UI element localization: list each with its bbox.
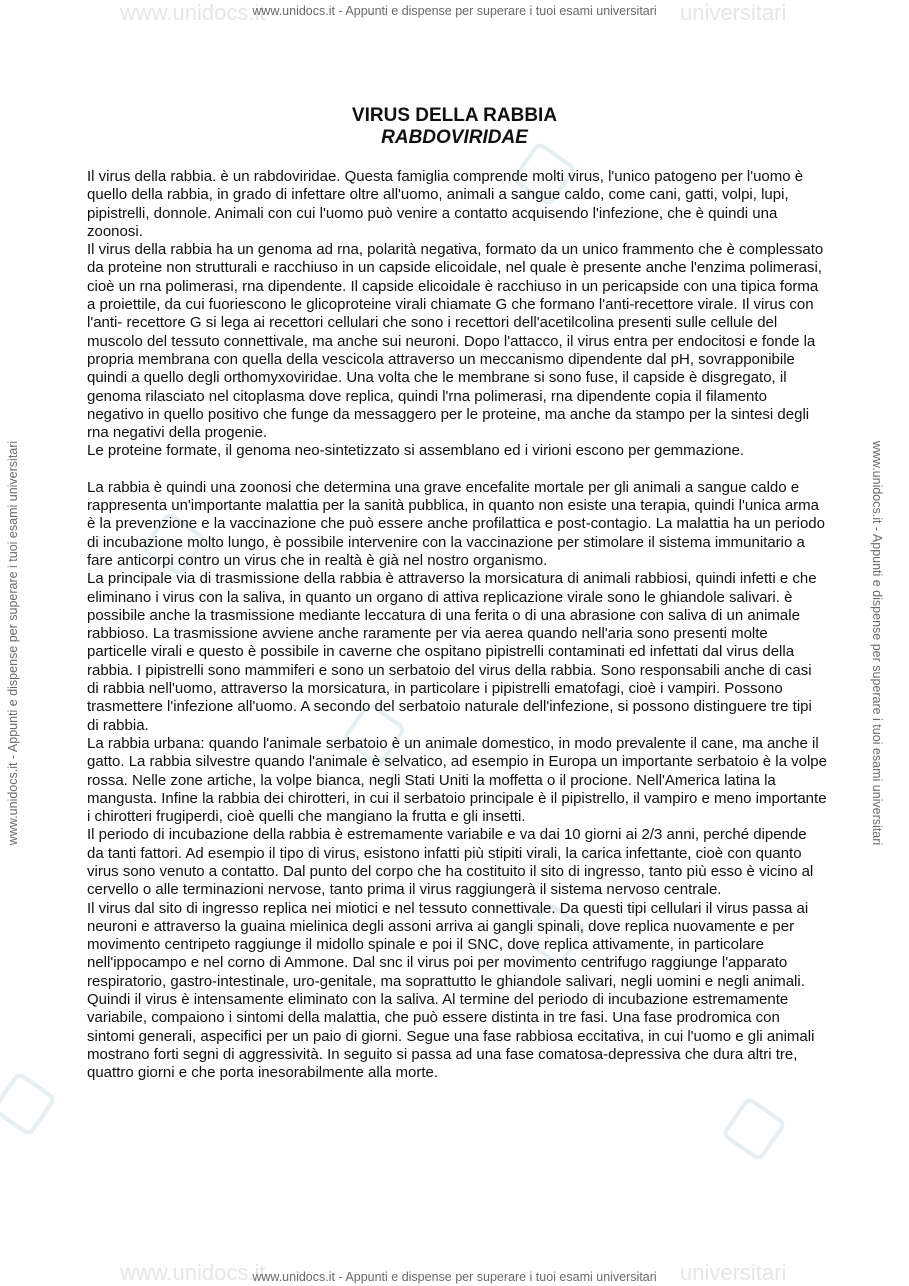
document-subtitle: RABDOVIRIDAE: [381, 127, 528, 148]
watermark-left: www.unidocs.it - Appunti e dispense per superare i tuoi esami universitari: [6, 440, 20, 846]
paragraph: Il virus della rabbia ha un genoma ad rna, polarità negativa, formato da un unico frammento che è complessato da proteine non strutturali e racchiuso in un capside elicoidale, nel quale è presente anche l'enzima polimerasi, cioè un rna polimerasi, rna dipendente. Il capside elicoidale è racchiuso in un pericapside con una tipica forma a proiettile, da cui fuoriescono le glicoproteine virali chiamate G che formano l'anti-recettore virale. Il virus con l'anti- recettore G si lega ai recettori cellulari che sono i recettori dell'acetilcolina presenti sulle cellule del muscolo del tessuto connettivale, ma anche sui neuroni. Dopo l'attacco, il virus entra per endocitosi e fonde la propria membrana con quella della vescicola attraverso un meccanismo dipendente dal pH, sovrapponibile quindi a quello degli orthomyxoviridae. Una volta che le membrane si sono fuse, il capside è disgregato, il genoma rilasciato nel citoplasma dove replica, quindi l'rna polimerasi, rna dipendente copia il filamento negativo in quello positivo che funge da messaggero per le proteine, ma anche da stampo per la sintesi degli rna negativi della progenie.: [87, 241, 824, 442]
paragraph: La principale via di trasmissione della rabbia è attraverso la morsicatura di animali rabbiosi, quindi infetti e che eliminano i virus con la saliva, in quanto un organo di attiva replicazione virale sono le ghiandole salivari. è possibile anche la trasmissione mediante leccatura di una ferita o di una abrasione con saliva di un animale rabbioso. La trasmissione avviene anche raramente per via aerea quando nell'aria sono presenti molte particelle virali e questo è possibile in caverne che ospitano pipistrelli contaminati ed infettati dal virus della rabbia. I pipistrelli sono mammiferi e sono un serbatoio del virus della rabbia. Sono responsabili anche di casi di rabbia nell'uomo, attraverso la morsicatura, in particolare i pipistrelli ematofagi, cioè i vampiri. Possono trasmettere l'infezione all'uomo. A secondo del serbatoio naturale dell'infezione, si possono distinguere tre tipi di rabbia.: [87, 570, 817, 734]
document-title: VIRUS DELLA RABBIA: [351, 105, 558, 126]
background-watermark-top-left: www.unidocs.it: [120, 0, 266, 25]
background-watermark-bottom-left: www.unidocs.it: [120, 1260, 266, 1285]
document-body: [87, 168, 827, 1083]
watermark-bottom: www.unidocs.it - Appunti e dispense per superare i tuoi esami universitari: [252, 1270, 657, 1284]
background-watermark-bottom-right: universitari: [680, 1260, 787, 1285]
paragraph: Il periodo di incubazione della rabbia è estremamente variabile e va dai 10 giorni ai 2/3 anni, perché dipende da tanti fattori. Ad esempio il tipo di virus, esistono infatti più stipiti virali, la carica infettante, cioè con quanto virus sono venuto a contatto. Dal punto del corpo che ha costituito il sito di ingresso, tanto più esso è vicino al cervello o alle terminazioni nervose, tanto prima il virus raggiungerà il sistema nervoso centrale.: [87, 826, 814, 899]
watermark-right: www.unidocs.it - Appunti e dispense per superare i tuoi esami universitari: [870, 440, 884, 846]
watermark-logo-icon: [0, 1071, 57, 1138]
paragraph: Le proteine formate, il genoma neo-sintetizzato si assemblano ed i virioni escono per gemmazione.: [87, 442, 745, 460]
paragraph: Il virus dal sito di ingresso replica nei miotici e nel tessuto connettivale. Da questi tipi cellulari il virus passa ai neuroni e attraverso la guaina mielinica degli assoni arriva ai gangli spinali, dove replica nuovamente e per movimento centripeto raggiunge il midollo spinale e poi il SNC, dove replica attivamente, in particolare nell'ippocampo e nel corno di Ammone. Dal snc il virus poi per movimento centrifugo raggiunge l'apparato respiratorio, gastro-intestinale, uro-genitale, ma soprattutto le ghiandole salivari, negli uomini e negli animali. Quindi il virus è intensamente eliminato con la saliva. Al termine del periodo di incubazione estremamente variabile, compaiono i sintomi della malattia, che può essere distinta in tre fasi. Una fase prodromica con sintomi generali, aspecifici per un paio di giorni. Segue una fase rabbiosa eccitativa, in cui l'uomo e gli animali mostrano forti segni di aggressività. In seguito si passa ad una fase comatosa-depressiva che dura altri tre, quattro giorni e che porta inesorabilmente alla morte.: [87, 899, 815, 1082]
watermark-logo-icon: [721, 1096, 788, 1163]
paragraph: La rabbia urbana: quando l'animale serbatoio è un animale domestico, in modo prevalente il cane, ma anche il gatto. La rabbia silvestre quando l'animale è selvatico, ad esempio in Europa un importante serbatoio è la volpe rossa. Nelle zone artiche, la volpe bianca, negli Stati Uniti la moffetta o il procione. Nell'America latina la mangusta. Infine la rabbia dei chirotteri, in cui il serbatoio principale è il pipistrello, il vampiro e meno importante i chirotteri frugiperdi, cioè quelli che mangiano la frutta e gli insetti.: [87, 734, 827, 826]
watermark-top: www.unidocs.it - Appunti e dispense per superare i tuoi esami universitari: [252, 4, 657, 18]
background-watermark-top-right: universitari: [680, 0, 787, 25]
paragraph: Il virus della rabbia. è un rabdoviridae. Questa famiglia comprende molti virus, l'unico patogeno per l'uomo è quello della rabbia, in grado di infettare oltre all'uomo, animali a sangue caldo, come cani, gatti, volpi, lupi, pipistrelli, donnole. Animali con cui l'uomo può venire a contatto acquisendo l'infezione, che è quindi una zoonosi.: [87, 168, 804, 240]
paragraph: La rabbia è quindi una zoonosi che determina una grave encefalite mortale per gli animali a sangue caldo e rappresenta un'importante malattia per la sanità pubblica, in quanto non esiste una terapia, quindi l'unica arma è la prevenzione e la vaccinazione che può essere anche profilattica e post-contagio. La malattia ha un periodo di incubazione molto lungo, è possibile intervenire con la vaccinazione per stimolare il sistema immunitario a fare anticorpi contro un virus che in realtà è già nel nostro organismo.: [87, 478, 825, 569]
